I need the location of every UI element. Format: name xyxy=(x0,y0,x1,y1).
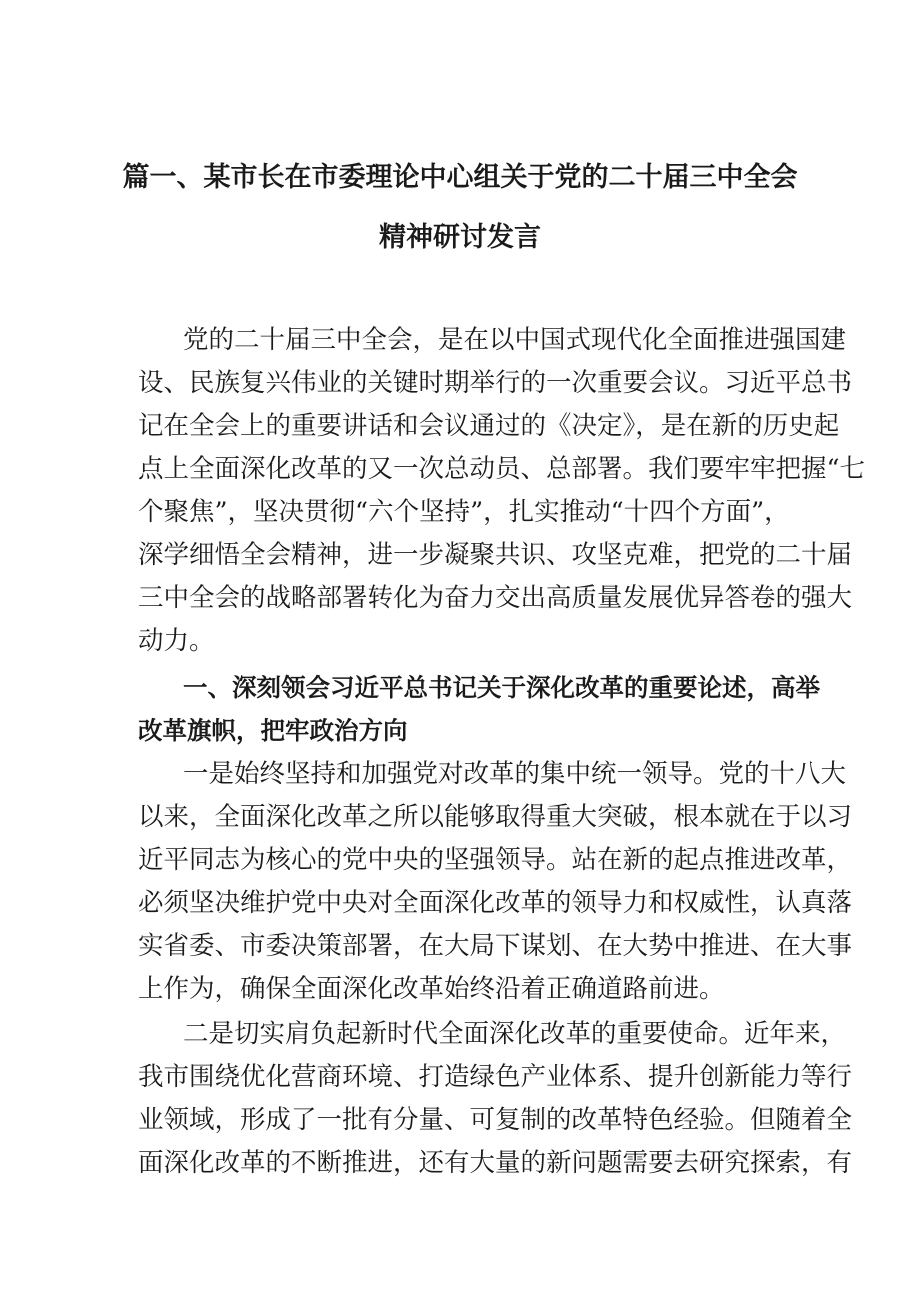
paragraph-1-line-3: 记在全会上的重要讲话和会议通过的《决定》，是在新的历史起 xyxy=(138,411,840,441)
document-title-line-1: 篇一、某市长在市委理论中心组关于党的二十届三中全会 xyxy=(122,162,798,193)
document-title-line-2: 精神研讨发言 xyxy=(379,222,541,253)
paragraph-2-line-3: 近平同志为核心的党中央的坚强领导。站在新的起点推进改革， xyxy=(138,845,853,875)
paragraph-2-line-5: 实省委、市委决策部署，在大局下谋划、在大势中推进、在大事 xyxy=(138,931,853,961)
paragraph-1-line-6: 深学细悟全会精神，进一步凝聚共识、攻坚克难，把党的二十届 xyxy=(138,540,853,570)
paragraph-2-line-4: 必须坚决维护党中央对全面深化改革的领导力和权威性，认真落 xyxy=(138,888,853,918)
paragraph-3-line-1: 二是切实肩负起新时代全面深化改革的重要使命。近年来， xyxy=(183,1019,847,1049)
paragraph-3-line-3: 业领域，形成了一批有分量、可复制的改革特色经验。但随着全 xyxy=(138,1105,853,1135)
paragraph-1-line-7: 三中全会的战略部署转化为奋力交出高质量发展优异答卷的强大 xyxy=(138,583,853,613)
paragraph-3-line-4: 面深化改革的不断推进，还有大量的新问题需要去研究探索，有 xyxy=(138,1148,853,1178)
paragraph-1-line-4: 点上全面深化改革的又一次总动员、总部署。我们要牢牢把握“七 xyxy=(138,454,866,484)
paragraph-1-line-2: 设、民族复兴伟业的关键时期举行的一次重要会议。习近平总书 xyxy=(138,368,853,398)
paragraph-1-line-8: 动力。 xyxy=(138,626,215,656)
paragraph-1-line-1: 党的二十届三中全会，是在以中国式现代化全面推进强国建 xyxy=(183,325,847,355)
section-heading-1-line-2: 改革旗帜，把牢政治方向 xyxy=(138,716,408,745)
section-heading-1-line-1: 一、深刻领会习近平总书记关于深化改革的重要论述，高举 xyxy=(183,673,820,702)
paragraph-2-line-2: 以来，全面深化改革之所以能够取得重大突破，根本就在于以习 xyxy=(138,802,853,832)
paragraph-2-line-6: 上作为，确保全面深化改革始终沿着正确道路前进。 xyxy=(138,974,725,1004)
paragraph-1-line-5: 个聚焦”，坚决贯彻“六个坚持”，扎实推动“十四个方面”， xyxy=(138,497,790,527)
paragraph-2-line-1: 一是始终坚持和加强党对改革的集中统一领导。党的十八大 xyxy=(183,759,847,789)
paragraph-3-line-2: 我市围绕优化营商环境、打造绿色产业体系、提升创新能力等行 xyxy=(138,1062,853,1092)
